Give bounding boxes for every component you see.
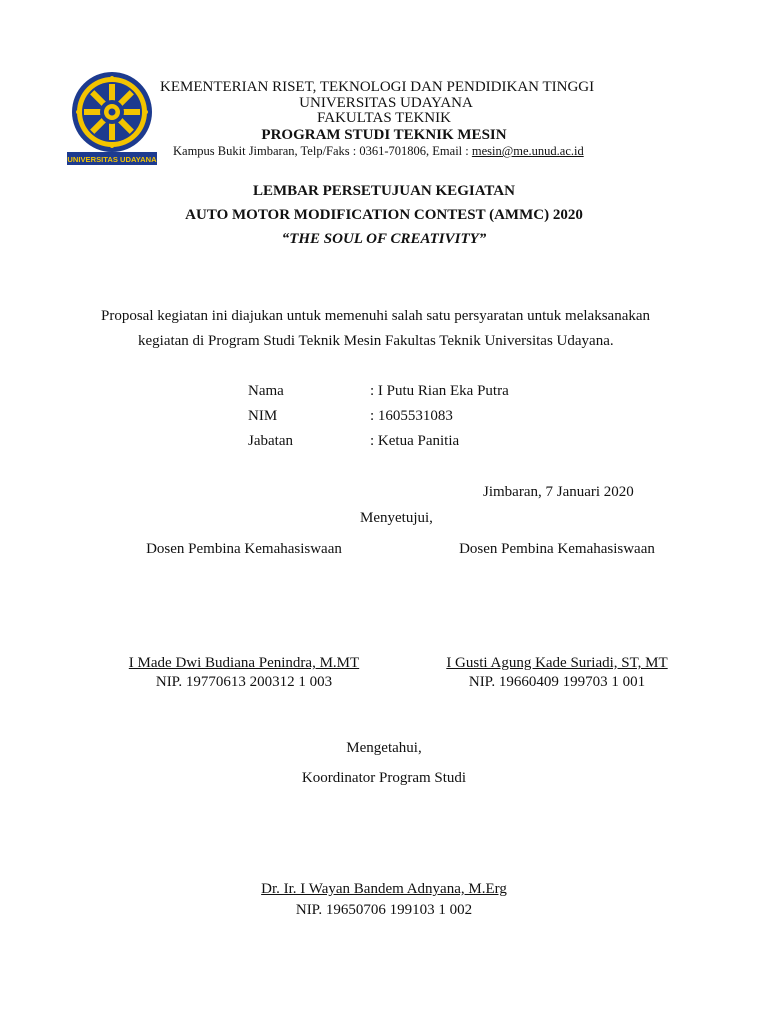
- address-text: Kampus Bukit Jimbaran, Telp/Faks : 0361-701806, Email :: [173, 144, 469, 158]
- info-value-position: : Ketua Panitia: [370, 433, 460, 449]
- signer-1-role: Dosen Pembina Kemahasiswaan: [146, 541, 342, 557]
- info-label-nim: NIM: [248, 408, 278, 424]
- coordinator-nip: NIP. 19650706 199103 1 002: [295, 902, 473, 918]
- university-line: UNIVERSITAS UDAYANA: [299, 95, 473, 111]
- coordinator-name-block: [0, 881, 768, 898]
- approved-label: Menyetujui,: [360, 510, 433, 526]
- faculty-line: FAKULTAS TEKNIK: [317, 110, 451, 126]
- intro-line-2: kegiatan di Program Studi Teknik Mesin Fakultas Teknik Universitas Udayana.: [138, 333, 614, 349]
- signer-2-nip: NIP. 19660409 199703 1 001: [468, 674, 646, 690]
- intro-line-1: Proposal kegiatan ini diajukan untuk memenuhi salah satu persyaratan untuk melaksanakan: [101, 308, 651, 324]
- signer-2-role: Dosen Pembina Kemahasiswaan: [459, 541, 655, 557]
- document-title: LEMBAR PERSETUJUAN KEGIATAN: [253, 183, 515, 199]
- signer-1-name: I Made Dwi Budiana Penindra, M.MT: [128, 655, 360, 671]
- coordinator-name: Dr. Ir. I Wayan Bandem Adnyana, M.Erg: [261, 881, 507, 897]
- acknowledged-label: Mengetahui,: [346, 740, 422, 756]
- ministry-line: KEMENTERIAN RISET, TEKNOLOGI DAN PENDIDIKAN TINGGI: [160, 79, 595, 95]
- info-value-name: : I Putu Rian Eka Putra: [370, 383, 509, 399]
- place-date: Jimbaran, 7 Januari 2020: [483, 484, 634, 500]
- info-value-nim: : 1605531083: [370, 408, 453, 424]
- signer-1-name-block: [84, 655, 404, 672]
- info-label-name: Nama: [248, 383, 284, 399]
- logo-text: UNIVERSITAS UDAYANA: [67, 155, 157, 164]
- info-label-position: Jabatan: [248, 433, 293, 449]
- signer-2-name: I Gusti Agung Kade Suriadi, ST, MT: [446, 655, 668, 671]
- signer-2-name-block: [397, 655, 717, 672]
- address-line: [173, 144, 584, 159]
- event-title: AUTO MOTOR MODIFICATION CONTEST (AMMC) 2020: [185, 207, 583, 223]
- department-line: PROGRAM STUDI TEKNIK MESIN: [261, 127, 507, 143]
- email-link[interactable]: mesin@me.unud.ac.id: [471, 144, 584, 158]
- coordinator-role: Koordinator Program Studi: [301, 770, 467, 786]
- signer-1-nip: NIP. 19770613 200312 1 003: [155, 674, 333, 690]
- event-tagline: “THE SOUL OF CREATIVITY”: [281, 231, 487, 247]
